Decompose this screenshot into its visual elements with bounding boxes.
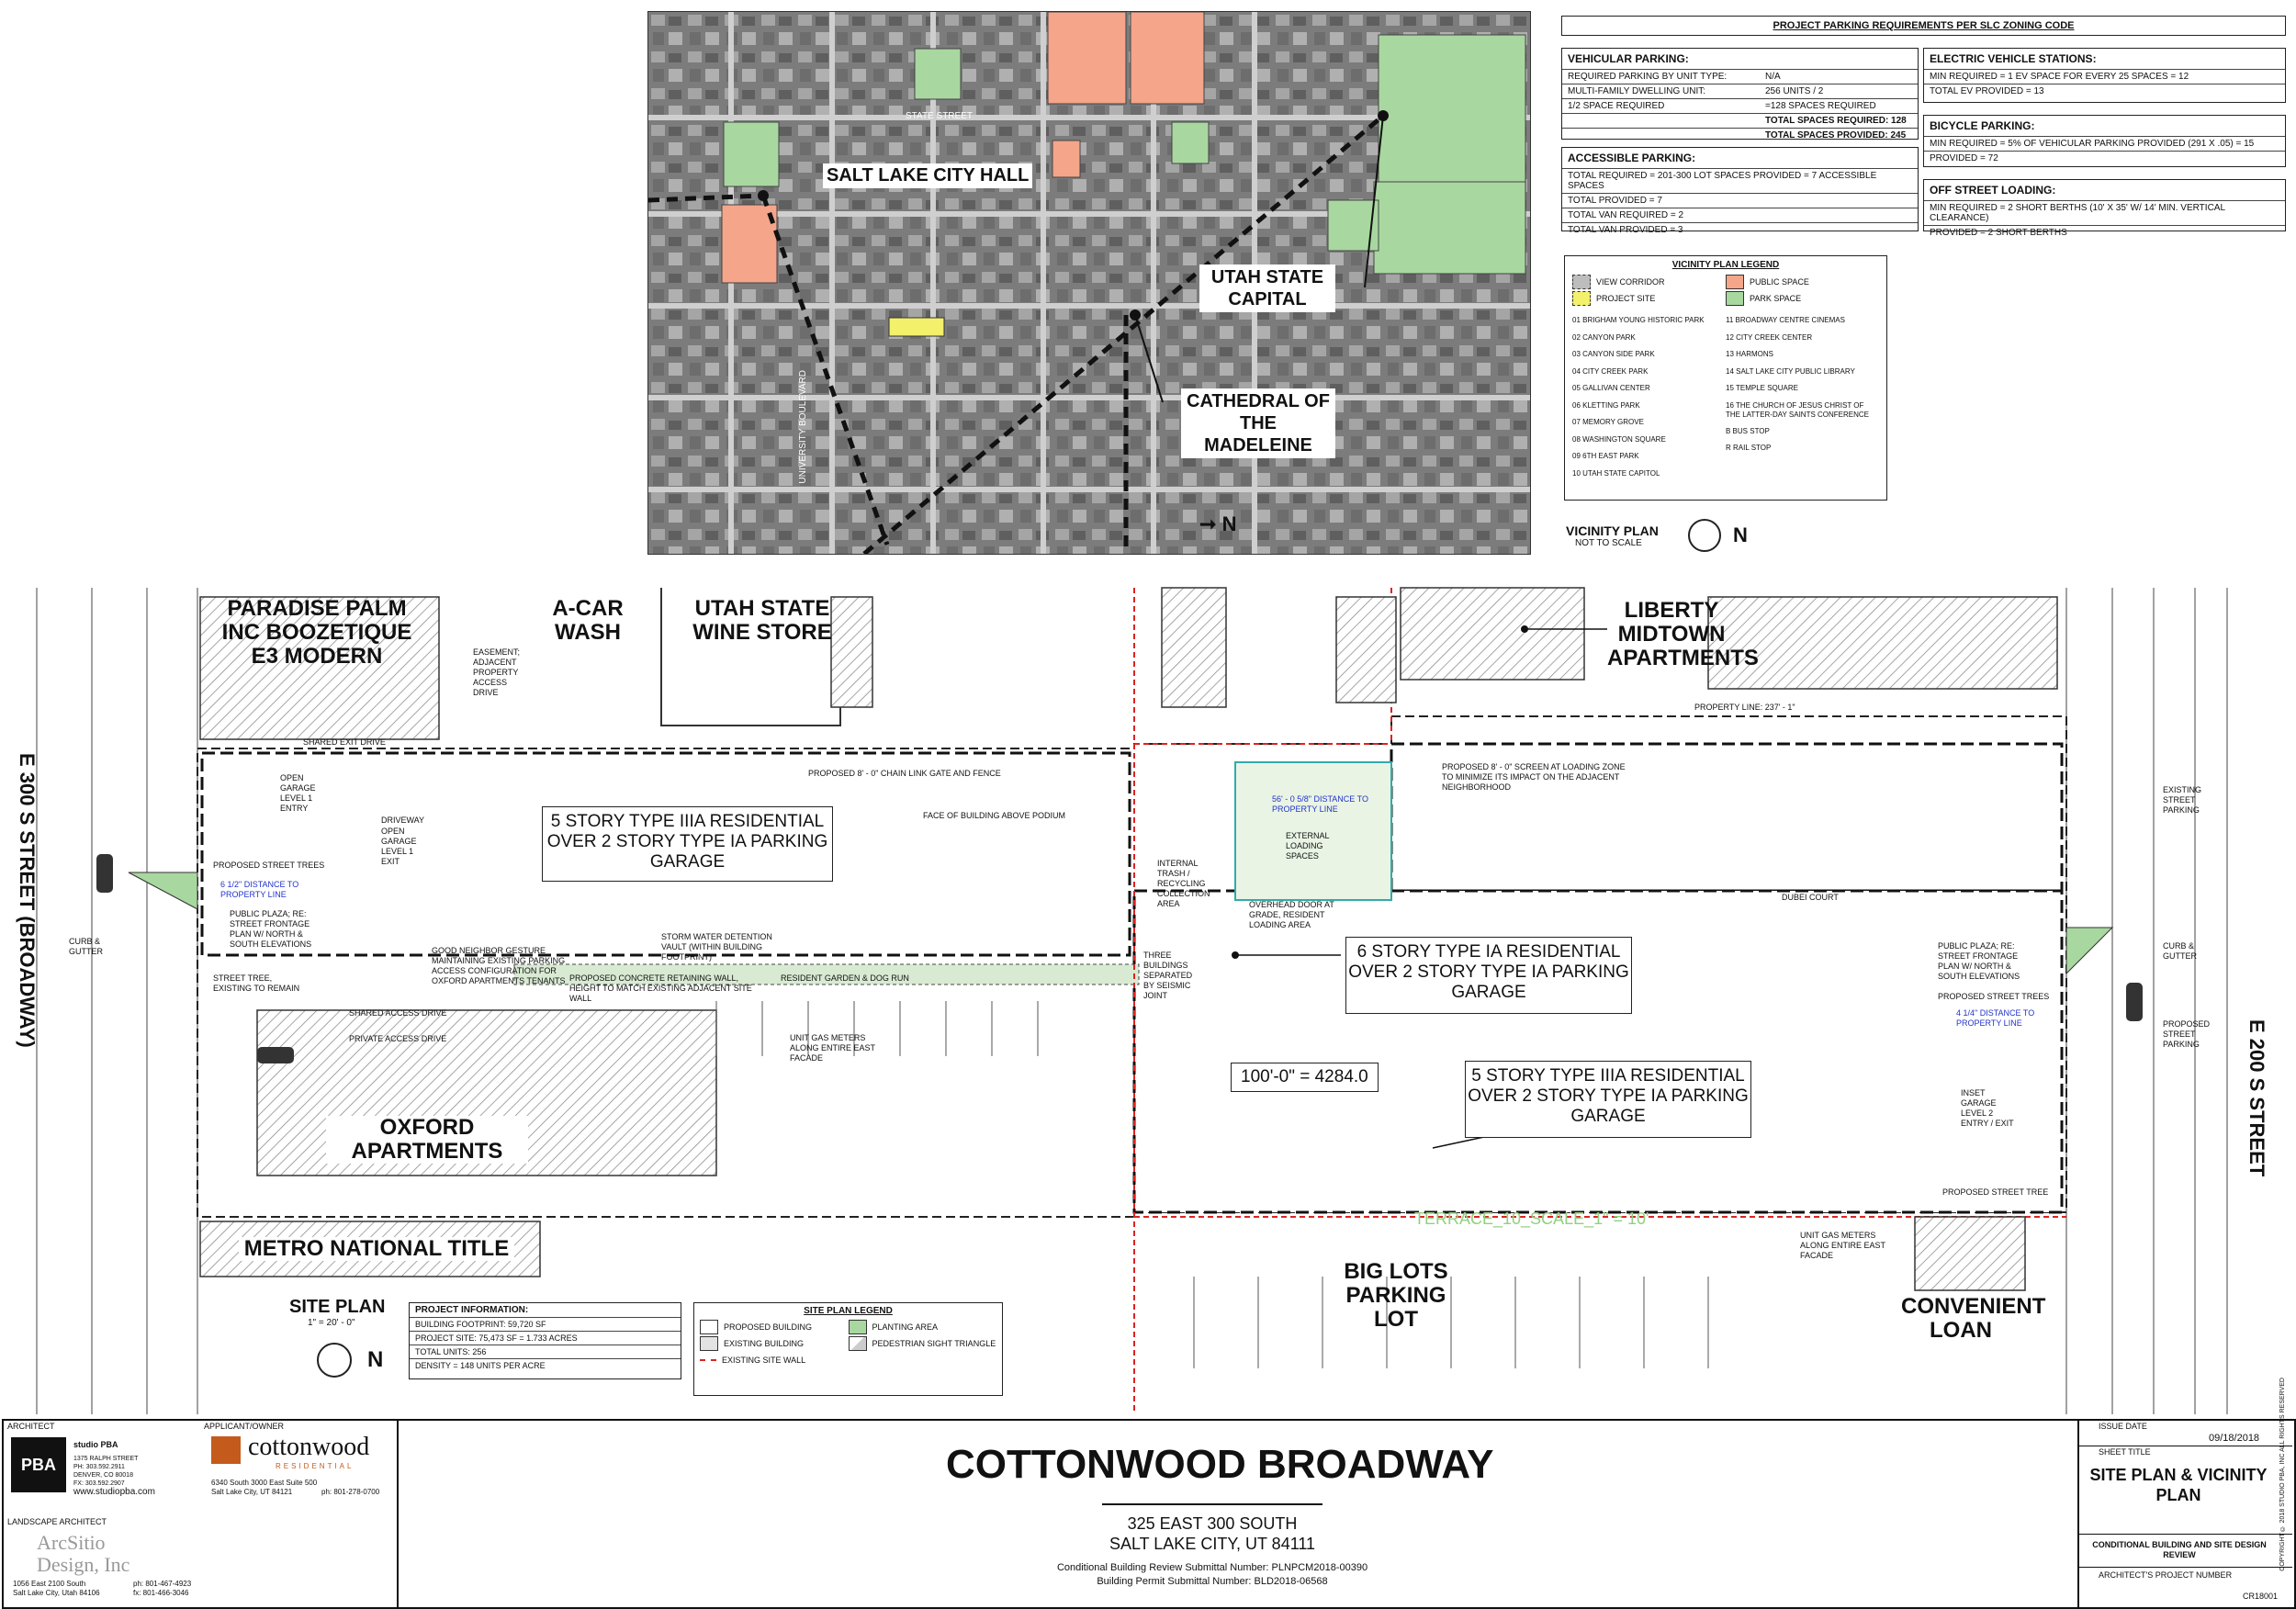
note-overhead: OVERHEAD DOOR AT GRADE, RESIDENT LOADING AREA — [1249, 900, 1334, 929]
note-open-garage-entry: OPEN GARAGE LEVEL 1 ENTRY — [280, 773, 316, 813]
issue-label: ISSUE DATE — [2099, 1422, 2147, 1431]
note-street-trees: PROPOSED STREET TREES — [213, 861, 325, 870]
project-number: CR18001 — [2243, 1592, 2279, 1601]
note-gas-meters-east: UNIT GAS METERS ALONG ENTIRE EAST FACADE — [1800, 1231, 1885, 1260]
ev-row: TOTAL EV PROVIDED = 13 — [1924, 84, 2285, 98]
cathedral-label: CATHEDRAL OF THE MADELEINE — [1181, 388, 1335, 458]
vehicular-row: REQUIRED PARKING BY UNIT TYPE: N/A — [1562, 69, 1918, 84]
landscape-label: LANDSCAPE ARCHITECT — [7, 1517, 107, 1526]
parking-title: PROJECT PARKING REQUIREMENTS PER SLC ZONING CODE — [1561, 16, 2286, 36]
vicinity-map-graphic — [648, 12, 1530, 554]
cottonwood-logo — [211, 1436, 241, 1464]
legend-sight-triangle: PEDESTRIAN SIGHT TRIANGLE — [849, 1335, 997, 1352]
vicinity-legend-title: VICINITY PLAN LEGEND — [1671, 260, 1780, 270]
compass-icon — [1688, 519, 1721, 552]
issue-date: 09/18/2018 — [2209, 1433, 2260, 1444]
site-plan-title: SITE PLAN 1" = 20' - 0" — [289, 1297, 386, 1328]
vehicular-row: MULTI-FAMILY DWELLING UNIT: 256 UNITS / 2 — [1562, 84, 1918, 98]
vicinity-north-letter: N — [1733, 523, 1748, 546]
note-screen: PROPOSED 8' - 0" SCREEN AT LOADING ZONE TO MINIMIZE ITS IMPACT ON THE ADJACENT NEIGHBORHOOD — [1442, 762, 1626, 792]
note-public-plaza: PUBLIC PLAZA; RE: STREET FRONTAGE PLAN W/ NORTH & SOUTH ELEVATIONS — [230, 909, 312, 949]
map-north-arrow — [1199, 512, 1236, 536]
note-proposed-parking: PROPOSED STREET PARKING — [2163, 1019, 2211, 1049]
building-2-label: 6 STORY TYPE IA RESIDENTIAL OVER 2 STORY TYPE IA PARKING GARAGE — [1345, 937, 1632, 1014]
west-street-label: E 300 S STREET (BROADWAY) — [16, 753, 39, 1048]
note-garden: RESIDENT GARDEN & DOG RUN — [781, 973, 909, 983]
note-private-access: PRIVATE ACCESS DRIVE — [349, 1034, 447, 1043]
note-driveway: DRIVEWAY — [381, 816, 425, 825]
scale-note: 100'-0" = 4284.0 — [1231, 1063, 1379, 1092]
biglots-label: BIG LOTS PARKING LOT — [1344, 1259, 1448, 1332]
vehicular-title: VEHICULAR PARKING: — [1568, 52, 1689, 65]
note-distance-4: 4 1/4" DISTANCE TO PROPERTY LINE — [1956, 1008, 2035, 1028]
applicant-label: APPLICANT/OWNER — [204, 1422, 285, 1431]
sheet-title: SITE PLAN & VICINITY PLAN — [2089, 1466, 2268, 1504]
loading-title: OFF STREET LOADING: — [1930, 184, 2056, 197]
legend-swatch-row: VIEW CORRIDOR — [1572, 274, 1726, 290]
project-info-row: BUILDING FOOTPRINT: 59,720 SF — [410, 1317, 681, 1331]
ev-title: ELECTRIC VEHICLE STATIONS: — [1930, 52, 2097, 65]
studio-logo: PBA — [11, 1437, 66, 1492]
bicycle-row: MIN REQUIRED = 5% OF VEHICULAR PARKING PROVIDED (291 X .05) = 15 — [1924, 136, 2285, 151]
arch-proj-label: ARCHITECT'S PROJECT NUMBER — [2099, 1570, 2233, 1580]
cottonwood-name: cottonwood — [248, 1433, 370, 1461]
note-distance-56: 56' - 0 5/8" DISTANCE TO PROPERTY LINE — [1272, 794, 1368, 814]
ev-row: MIN REQUIRED = 1 EV SPACE FOR EVERY 25 SPACES = 12 — [1924, 69, 2285, 84]
legend-swatch-row: PARK SPACE — [1726, 290, 1879, 307]
landscape-phone: ph: 801-467-4923 fx: 801-466-3046 — [133, 1580, 192, 1597]
legend-left-list: 01 BRIGHAM YOUNG HISTORIC PARK 02 CANYON PARK 03 CANYON SIDE PARK 04 CITY CREEK PARK 05 GALLIVAN CENTER 06 KLETTING PARK 07 MEMORY GROVE 08 WASHINGTON SQUARE 09 6TH EAST PARK 10 UTAH STATE CAPITOL — [1572, 316, 1705, 478]
landscape-address: 1056 East 2100 South Salt Lake City, Utah 84106 — [13, 1580, 100, 1597]
cottonwood-sub: RESIDENTIAL — [276, 1462, 355, 1470]
legend-swatch-row: PUBLIC SPACE — [1726, 274, 1879, 290]
project-site-swatch — [1572, 291, 1591, 306]
public-space-swatch — [1726, 275, 1744, 289]
title-rule — [2077, 1534, 2292, 1535]
landscape-logo: ArcSitio Design, Inc — [37, 1531, 130, 1576]
note-shared-access: SHARED ACCESS DRIVE — [349, 1008, 447, 1018]
accessible-row: TOTAL REQUIRED = 201-300 LOT SPACES PROVIDED = 7 ACCESSIBLE SPACES — [1562, 168, 1918, 193]
site-compass-icon — [317, 1343, 352, 1378]
metro-label: METRO NATIONAL TITLE — [239, 1237, 514, 1261]
project-address: 325 EAST 300 SOUTH SALT LAKE CITY, UT 84111 — [1109, 1514, 1316, 1553]
vehicular-parking-box — [1561, 48, 1919, 140]
acar-label: A-CAR WASH — [552, 596, 624, 645]
note-terrace: TERRACE_10_SCALE_1" = 10' — [1414, 1210, 1649, 1228]
vehicular-row: TOTAL SPACES PROVIDED: 245 — [1562, 128, 1918, 142]
legend-swatch-row: PROJECT SITE — [1572, 290, 1726, 307]
title-rule — [2077, 1567, 2292, 1568]
note-shared-exit: SHARED EXIT DRIVE — [303, 737, 386, 747]
east-street-label: E 200 S STREET — [2245, 1019, 2268, 1177]
project-info-row: TOTAL UNITS: 256 — [410, 1345, 681, 1358]
site-legend-box: SITE PLAN LEGEND PROPOSED BUILDING EXISTING BUILDING EXISTING SITE WALL PLANTING AREA PEDESTRIAN SIGHT TRIANGLE — [693, 1302, 1003, 1396]
loading-row: PROVIDED = 2 SHORT BERTHS — [1924, 225, 2285, 240]
legend-right-list: 11 BROADWAY CENTRE CINEMAS 12 CITY CREEK CENTER 13 HARMONS 14 SALT LAKE CITY PUBLIC LIBRARY 15 TEMPLE SQUARE 16 THE CHURCH OF JESUS CHRIST OF THE LATTER-DAY SAINTS CONFERENCE B BUS STOP R RAIL STOP — [1726, 316, 1870, 452]
legend-existing-building: EXISTING BUILDING — [700, 1335, 849, 1352]
note-inset-garage: INSET GARAGE LEVEL 2 ENTRY / EXIT — [1961, 1088, 2014, 1128]
bicycle-row: PROVIDED = 72 — [1924, 151, 2285, 165]
architect-label: ARCHITECT — [7, 1422, 55, 1431]
accessible-row: TOTAL PROVIDED = 7 — [1562, 193, 1918, 208]
vicinity-plan-title: VICINITY PLAN NOT TO SCALE — [1566, 523, 1659, 548]
note-ext-loading: EXTERNAL LOADING SPACES — [1286, 831, 1330, 861]
sheet-label: SHEET TITLE — [2099, 1447, 2151, 1457]
project-info-row: PROJECT SITE: 75,473 SF = 1.733 ACRES — [410, 1331, 681, 1345]
note-chain-link: PROPOSED 8' - 0" CHAIN LINK GATE AND FENCE — [808, 769, 1001, 778]
note-proposed-tree: PROPOSED STREET TREE — [1942, 1187, 2049, 1197]
note-easement: EASEMENT; ADJACENT PROPERTY ACCESS DRIVE — [473, 647, 521, 697]
title-divider — [397, 1419, 399, 1607]
note-curb-east: CURB & GUTTER — [2163, 941, 2197, 961]
loading-box — [1923, 179, 2286, 238]
loading-row: MIN REQUIRED = 2 SHORT BERTHS (10' X 35' W/ 14' MIN. VERTICAL CLEARANCE) — [1924, 200, 2285, 225]
copyright: COPYRIGHT © 2018 STUDIO PBA, INC ALL RIGHTS RESERVED — [2279, 1378, 2286, 1571]
capital-label: UTAH STATE CAPITAL — [1199, 264, 1335, 312]
bicycle-box — [1923, 115, 2286, 167]
note-storm-water: STORM WATER DETENTION VAULT (WITHIN BUILDING FOOTPRINT) — [661, 932, 772, 962]
site-north-letter: N — [367, 1347, 384, 1372]
note-property-237: PROPERTY LINE: 237' - 1" — [1694, 703, 1795, 712]
owner-address: 6340 South 3000 East Suite 500 Salt Lake City, UT 84121 — [211, 1479, 318, 1496]
park-space-swatch — [1726, 291, 1744, 306]
title-divider — [2077, 1419, 2079, 1607]
oxford-label: OXFORD APARTMENTS — [326, 1116, 528, 1164]
legend-existing-wall: EXISTING SITE WALL — [700, 1352, 849, 1368]
project-info-box: PROJECT INFORMATION: BUILDING FOOTPRINT: 59,720 SF PROJECT SITE: 75,473 SF = 1.733 ACRES TOTAL UNITS: 256 DENSITY = 148 UNITS PER ACRE — [409, 1302, 681, 1379]
note-retaining-wall: PROPOSED CONCRETE RETAINING WALL, HEIGHT TO MATCH EXISTING ADJACENT SITE WALL — [569, 973, 752, 1003]
building-1-label: 5 STORY TYPE IIIA RESIDENTIAL OVER 2 STORY TYPE IA PARKING GARAGE — [542, 806, 833, 882]
project-info-row: DENSITY = 148 UNITS PER ACRE — [410, 1358, 681, 1372]
studio-address: 1375 RALPH STREET PH: 303.592.2911 DENVER, CO 80018 FX: 303.592.2907 www.studiopba.com — [73, 1456, 155, 1497]
submittal-numbers: Conditional Building Review Submittal Number: PLNPCM2018-00390 Building Permit Submittal Number: BLD2018-06568 — [1056, 1562, 1368, 1587]
note-open-garage-exit: OPEN GARAGE LEVEL 1 EXIT — [381, 827, 417, 866]
owner-phone: ph: 801-278-0700 — [321, 1488, 380, 1496]
review-note: CONDITIONAL BUILDING AND SITE DESIGN REVIEW — [2092, 1540, 2267, 1559]
bicycle-title: BICYCLE PARKING: — [1930, 119, 2035, 132]
map-north-letter: N — [1221, 512, 1237, 535]
building-3-label: 5 STORY TYPE IIIA RESIDENTIAL OVER 2 STORY TYPE IA PARKING GARAGE — [1465, 1061, 1751, 1138]
wine-store-label: UTAH STATE WINE STORE — [692, 596, 832, 645]
ev-box — [1923, 48, 2286, 103]
vehicular-row: 1/2 SPACE REQUIRED =128 SPACES REQUIRED — [1562, 98, 1918, 113]
accessible-title: ACCESSIBLE PARKING: — [1568, 152, 1696, 164]
note-distance-prop: 6 1/2" DISTANCE TO PROPERTY LINE — [220, 880, 299, 899]
vicinity-map — [647, 11, 1531, 555]
vicinity-legend — [1564, 255, 1887, 501]
note-street-tree-remain: STREET TREE, EXISTING TO REMAIN — [213, 973, 300, 993]
note-three-bldgs: THREE BUILDINGS SEPARATED BY SEISMIC JOINT — [1143, 951, 1193, 1000]
view-corridor-swatch — [1572, 275, 1591, 289]
note-public-plaza-east: PUBLIC PLAZA; RE: STREET FRONTAGE PLAN W/ NORTH & SOUTH ELEVATIONS — [1938, 941, 2020, 981]
liberty-label: LIBERTY MIDTOWN APARTMENTS — [1607, 598, 1759, 670]
university-label: UNIVERSITY BOULEVARD — [798, 370, 808, 484]
note-street-trees-east: PROPOSED STREET TREES — [1938, 992, 2050, 1001]
state-street-label: STATE STREET — [906, 111, 973, 121]
arrow-right-icon: ➞ — [1199, 512, 1217, 535]
note-curb: CURB & GUTTER — [69, 937, 103, 956]
title-underline — [1102, 1503, 1322, 1505]
legend-proposed-building: PROPOSED BUILDING — [700, 1319, 849, 1335]
convenient-label: CONVENIENT LOAN — [1901, 1294, 2046, 1343]
paradise-label: PARADISE PALM INC BOOZETIQUE E3 MODERN — [221, 596, 412, 669]
legend-planting-area: PLANTING AREA — [849, 1319, 997, 1335]
city-hall-label: SALT LAKE CITY HALL — [823, 163, 1032, 188]
accessible-row: TOTAL VAN REQUIRED = 2 — [1562, 208, 1918, 222]
note-existing-parking: EXISTING STREET PARKING — [2163, 785, 2202, 815]
note-dubei: DUBEI COURT — [1782, 893, 1839, 902]
note-good-neighbor: GOOD NEIGHBOR GESTURE MAINTAINING EXISTING PARKING ACCESS CONFIGURATION FOR OXFORD APARTMENTS TENANTS — [432, 946, 566, 985]
note-face-podium: FACE OF BUILDING ABOVE PODIUM — [923, 811, 1066, 820]
note-gas-meters: UNIT GAS METERS ALONG ENTIRE EAST FACADE — [790, 1033, 875, 1063]
studio-name: studio PBA — [73, 1440, 118, 1449]
vehicular-row: TOTAL SPACES REQUIRED: 128 — [1562, 113, 1918, 128]
accessible-row: TOTAL VAN PROVIDED = 3 — [1562, 222, 1918, 237]
accessible-parking-box — [1561, 147, 1919, 235]
project-title: COTTONWOOD BROADWAY — [946, 1442, 1494, 1487]
note-trash: INTERNAL TRASH / RECYCLING COLLECTION AREA — [1157, 859, 1210, 908]
